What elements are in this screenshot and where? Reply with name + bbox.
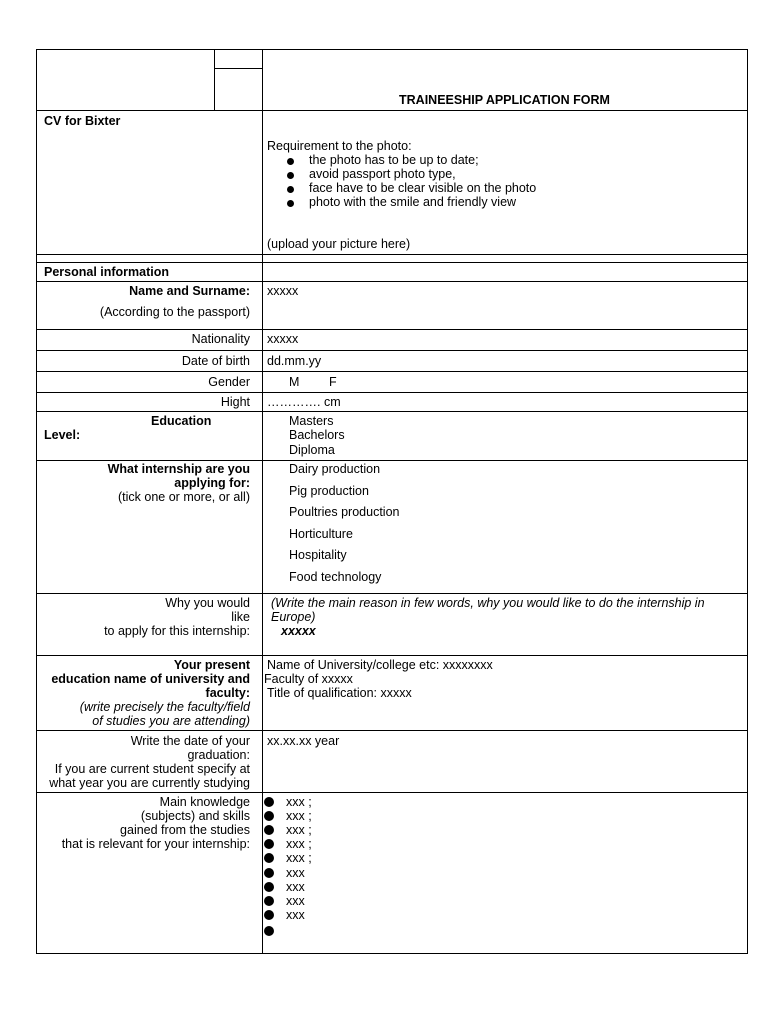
why-hint: (Write the main reason in few words, why you would like to do the internship in: [271, 596, 705, 610]
nationality-field[interactable]: xxxxx: [267, 332, 299, 346]
bullet-icon: [264, 811, 274, 821]
photo-requirement-heading: Requirement to the photo:: [267, 139, 412, 153]
bullet-icon: [264, 868, 274, 878]
row-line: [36, 655, 748, 656]
qualification-field[interactable]: Title of qualification: xxxxx: [267, 686, 412, 700]
border-right: [747, 49, 748, 954]
row-line: [36, 792, 748, 793]
bullet-icon: [287, 172, 294, 179]
internship-label: What internship are you: [107, 462, 250, 476]
name-field[interactable]: xxxxx: [267, 284, 299, 298]
nationality-label: Nationality: [191, 332, 250, 346]
university-name-field[interactable]: Name of University/college etc: xxxxxxxx: [267, 658, 493, 672]
cv-label: CV for Bixter: [44, 114, 121, 128]
row-line: [36, 254, 748, 255]
why-label-line3: to apply for this internship:: [104, 624, 250, 638]
graduation-label-line2: graduation:: [187, 748, 250, 762]
internship-option-dairy[interactable]: Dairy production: [289, 462, 381, 476]
why-hint-line2: Europe): [271, 610, 316, 624]
border-top: [36, 49, 748, 50]
university-note: (write precisely the faculty/field: [79, 700, 250, 714]
why-field[interactable]: xxxxx: [281, 624, 316, 638]
internship-label-line2: applying for:: [174, 476, 250, 490]
faculty-field[interactable]: Faculty of xxxxx: [264, 672, 353, 686]
bullet-icon: [264, 853, 274, 863]
gender-option-f[interactable]: F: [329, 375, 337, 389]
row-line: [36, 350, 748, 351]
graduation-field[interactable]: xx.xx.xx year: [267, 734, 340, 748]
bullet-icon: [264, 910, 274, 920]
bullet-icon: [287, 158, 294, 165]
internship-option-horticulture[interactable]: Horticulture: [289, 527, 353, 541]
knowledge-item[interactable]: xxx: [286, 866, 305, 880]
knowledge-item[interactable]: xxx: [286, 880, 305, 894]
bullet-icon: [264, 825, 274, 835]
internship-note: (tick one or more, or all): [118, 490, 250, 504]
gender-label: Gender: [208, 375, 250, 389]
photo-upload-hint[interactable]: (upload your picture here): [267, 237, 411, 251]
university-label-line3: faculty:: [205, 686, 250, 700]
row-line: [36, 371, 748, 372]
row-line: [36, 411, 748, 412]
bullet-icon: [287, 186, 294, 193]
name-note: (According to the passport): [99, 305, 250, 319]
knowledge-item[interactable]: xxx ;: [286, 809, 312, 823]
bullet-icon: [264, 896, 274, 906]
name-label: Name and Surname:: [129, 284, 250, 298]
row-line: [36, 281, 748, 282]
border-bottom: [36, 953, 748, 954]
row-line: [36, 730, 748, 731]
border-left: [36, 49, 37, 954]
column-divider: [262, 49, 263, 954]
row-line: [36, 460, 748, 461]
internship-option-poultries[interactable]: Poultries production: [289, 505, 400, 519]
form-title: TRAINEESHIP APPLICATION FORM: [399, 93, 610, 107]
header-small-divider: [214, 49, 215, 110]
photo-requirement-item: face have to be clear visible on the photo: [309, 181, 537, 195]
graduation-label: Write the date of your: [130, 734, 250, 748]
why-label: Why you would: [165, 596, 250, 610]
photo-requirement-item: avoid passport photo type,: [309, 167, 456, 181]
height-label: Hight: [220, 395, 250, 409]
row-line: [36, 110, 748, 111]
knowledge-item[interactable]: xxx: [286, 894, 305, 908]
row-line: [36, 593, 748, 594]
knowledge-item[interactable]: xxx: [286, 908, 305, 922]
row-line: [36, 329, 748, 330]
internship-option-hospitality[interactable]: Hospitality: [289, 548, 347, 562]
graduation-label-line3: If you are current student specify at: [54, 762, 250, 776]
knowledge-item[interactable]: xxx ;: [286, 837, 312, 851]
gender-option-m[interactable]: M: [289, 375, 300, 389]
dob-label: Date of birth: [181, 354, 250, 368]
knowledge-label: Main knowledge: [159, 795, 250, 809]
knowledge-item[interactable]: xxx ;: [286, 795, 312, 809]
row-line: [36, 262, 748, 263]
knowledge-label-line2: (subjects) and skills: [140, 809, 250, 823]
graduation-label-line4: what year you are currently studying: [49, 776, 250, 790]
bullet-icon: [264, 882, 274, 892]
internship-option-food-technology[interactable]: Food technology: [289, 570, 382, 584]
education-option-diploma[interactable]: Diploma: [289, 443, 335, 457]
university-label: Your present: [173, 658, 250, 672]
bullet-icon: [264, 797, 274, 807]
knowledge-item[interactable]: xxx ;: [286, 851, 312, 865]
internship-option-pig[interactable]: Pig production: [289, 484, 369, 498]
university-label-line2: education name of university and: [51, 672, 250, 686]
height-field[interactable]: …………. cm: [267, 395, 341, 409]
education-label: Education: [151, 414, 212, 428]
photo-requirement-item: photo with the smile and friendly view: [309, 195, 517, 209]
knowledge-item[interactable]: xxx ;: [286, 823, 312, 837]
knowledge-label-line3: gained from the studies: [120, 823, 250, 837]
row-line: [36, 392, 748, 393]
bullet-icon: [264, 839, 274, 849]
education-option-bachelors[interactable]: Bachelors: [289, 428, 345, 442]
dob-field[interactable]: dd.mm.yy: [267, 354, 322, 368]
photo-requirement-item: the photo has to be up to date;: [309, 153, 479, 167]
knowledge-label-line4: that is relevant for your internship:: [61, 837, 250, 851]
header-small-line: [214, 68, 262, 69]
education-option-masters[interactable]: Masters: [289, 414, 334, 428]
personal-information-heading: Personal information: [44, 265, 170, 279]
why-label-line2: like: [231, 610, 250, 624]
education-level-label: Level:: [44, 428, 81, 442]
bullet-icon: [264, 926, 274, 936]
university-note-line2: of studies you are attending): [92, 714, 250, 728]
bullet-icon: [287, 200, 294, 207]
